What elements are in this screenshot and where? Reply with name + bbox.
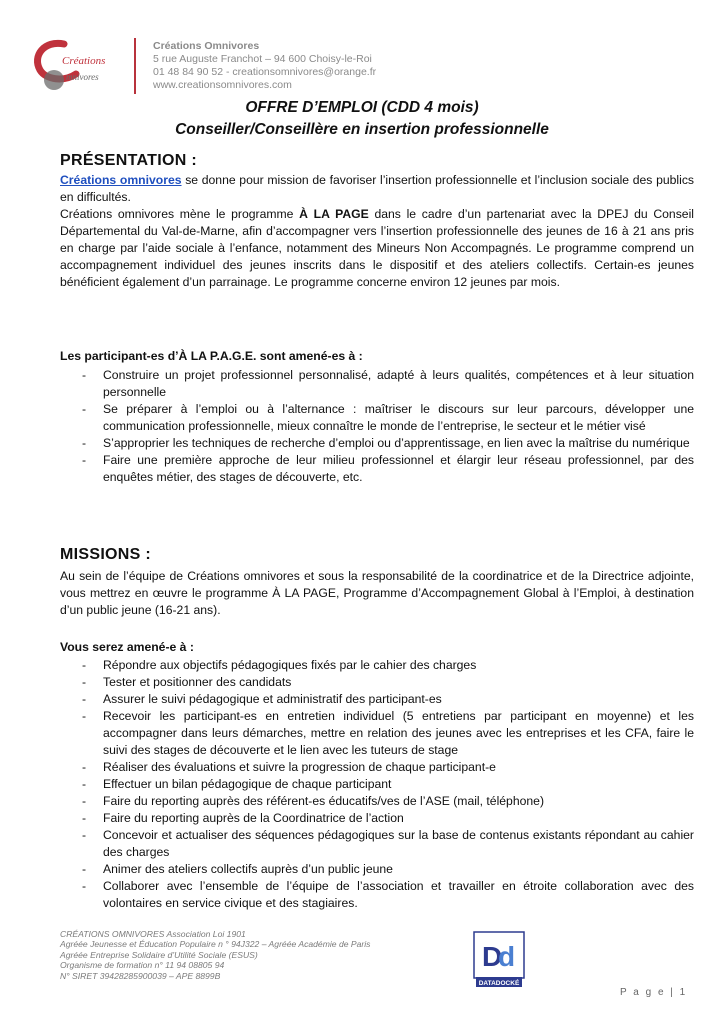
- missions-paragraph: Au sein de l’équipe de Créations omnivores et sous la responsabilité de la coordinatrice et de la Directrice adjointe, vous mettrez en œuvre le programme À LA PAGE, Programme d’Accompagnement Global à l’Emploi, à destination d’un public jeune (16-21 ans).: [60, 569, 694, 617]
- org-website[interactable]: www.creationsomnivores.com: [153, 79, 292, 91]
- svg-text:D: D: [482, 941, 503, 972]
- datadock-label: DATADOCKÉ: [478, 980, 520, 987]
- datadock-badge: [472, 930, 526, 990]
- list-item: - Recevoir les participant-es en entretien individuel (5 entretiens par participant en moyenne) et les accompagner dans leurs démarches, mettre en relation des jeunes avec les entreprises et les CFA, faire le suivi des stages de découverte et le lien avec les tuteurs de stage: [60, 708, 694, 759]
- list-item: - Construire un projet professionnel personnalisé, adapté à leurs qualités, compétences et à leur situation personnelle: [60, 367, 694, 401]
- list-item: - S’approprier les techniques de recherche d’emploi ou d’apprentissage, en lien avec la maîtrise du numérique: [60, 435, 694, 452]
- program-name: À LA PAGE: [299, 207, 369, 221]
- list-item: - Effectuer un bilan pédagogique de chaque participant: [60, 776, 694, 793]
- org-address: 5 rue Auguste Franchot – 94 600 Choisy-le-Roi: [153, 53, 372, 65]
- creations-omnivores-logo: [24, 30, 124, 94]
- footer-line: N° SIRET 39428285900039 – APE 8899B: [60, 970, 221, 981]
- logo-text-creations: Créations: [62, 55, 106, 67]
- creations-omnivores-link[interactable]: Créations omnivores: [60, 173, 182, 187]
- job-position-title: Conseiller/Conseillère en insertion professionnelle: [175, 121, 549, 138]
- missions-intro: [60, 568, 694, 619]
- paragraph-text: se donne pour mission de favoriser l’insertion professionnelle et l’inclusion sociale des publics en difficultés.: [60, 173, 695, 204]
- tasks-list: [60, 657, 694, 912]
- presentation-paragraph-2: [60, 206, 694, 291]
- header-divider: [134, 38, 136, 94]
- list-item: - Réaliser des évaluations et suivre la progression de chaque participant-e: [60, 759, 694, 776]
- list-item: - Assurer le suivi pédagogique et administratif des participant-es: [60, 691, 694, 708]
- list-item: - Animer des ateliers collectifs auprès d’un public jeune: [60, 861, 694, 878]
- presentation-paragraph-1: [60, 172, 694, 206]
- list-item: - Concevoir et actualiser des séquences pédagogiques sur la base de contenus existants répondant au cahier des charges: [60, 827, 694, 861]
- logo-text-omnivores: mnivores: [66, 72, 99, 82]
- svg-text:d: d: [498, 941, 516, 972]
- footer-line: Agréée Jeunesse et Éducation Populaire n ° 94J322 – Agréée Académie de Paris: [60, 939, 371, 950]
- list-item: - Se préparer à l’emploi ou à l’alternance : maîtriser le discours sur leur parcours, développer une communication professionnelle, mieux connaître le monde de l’entreprise, le secteur et le métier visé: [60, 401, 694, 435]
- list-item: - Faire une première approche de leur milieu professionnel et élargir leur réseau professionnel, par des enquêtes métier, des stages de découverte, etc.: [60, 452, 694, 486]
- paragraph-text: Créations omnivores mène le programme: [60, 207, 300, 221]
- presentation-heading: PRÉSENTATION :: [60, 152, 197, 169]
- participants-heading: Les participant-es d’À LA P.A.G.E. sont amené-es à :: [60, 349, 363, 363]
- participants-list: [60, 367, 694, 486]
- missions-heading: MISSIONS :: [60, 546, 152, 563]
- list-item: - Collaborer avec l’ensemble de l’équipe de l’association et travailler en étroite collaboration avec des volontaires en service civique et des stagiaires.: [60, 878, 694, 912]
- footer-line: Organisme de formation n° 11 94 08805 94: [60, 960, 225, 971]
- page-number: P a g e | 1: [620, 987, 688, 998]
- list-item: - Répondre aux objectifs pédagogiques fixés par le cahier des charges: [60, 657, 694, 674]
- list-item: - Faire du reporting auprès des référent-es éducatifs/ves de l’ASE (mail, téléphone): [60, 793, 694, 810]
- paragraph-text: dans le cadre d’un partenariat avec la DPEJ du Conseil Départemental du Val-de-Marne, afin d’accompagner vers l’insertion professionnelle des jeunes de 16 à 21 ans pris en charge par l’aide sociale à l’enfance, notamment des Mineurs Non Accompagnés. Le programme comprend un accompagnement individuel des jeunes inscrits dans le dispositif et des ateliers collectifs. Certain-es jeunes bénéficient également d’un parrainage. Le programme concerne environ 12 jeunes par mois.: [60, 207, 694, 289]
- list-item: - Faire du reporting auprès de la Coordinatrice de l’action: [60, 810, 694, 827]
- presentation-body: [60, 172, 694, 291]
- org-name: Créations Omnivores: [153, 40, 260, 52]
- organization-contact-block: [153, 40, 376, 92]
- org-contact[interactable]: 01 48 84 90 52 - creationsomnivores@orange.fr: [153, 66, 377, 78]
- footer-legal-info: [60, 929, 370, 981]
- footer-line: CRÉATIONS OMNIVORES Association Loi 1901: [60, 929, 246, 939]
- tasks-heading: Vous serez amené-e à :: [60, 640, 194, 654]
- footer-line: Agréée Entreprise Solidaire d’Utilité Sociale (ESUS): [60, 949, 258, 960]
- job-offer-title: OFFRE D’EMPLOI (CDD 4 mois): [245, 99, 479, 116]
- list-item: - Tester et positionner des candidats: [60, 674, 694, 691]
